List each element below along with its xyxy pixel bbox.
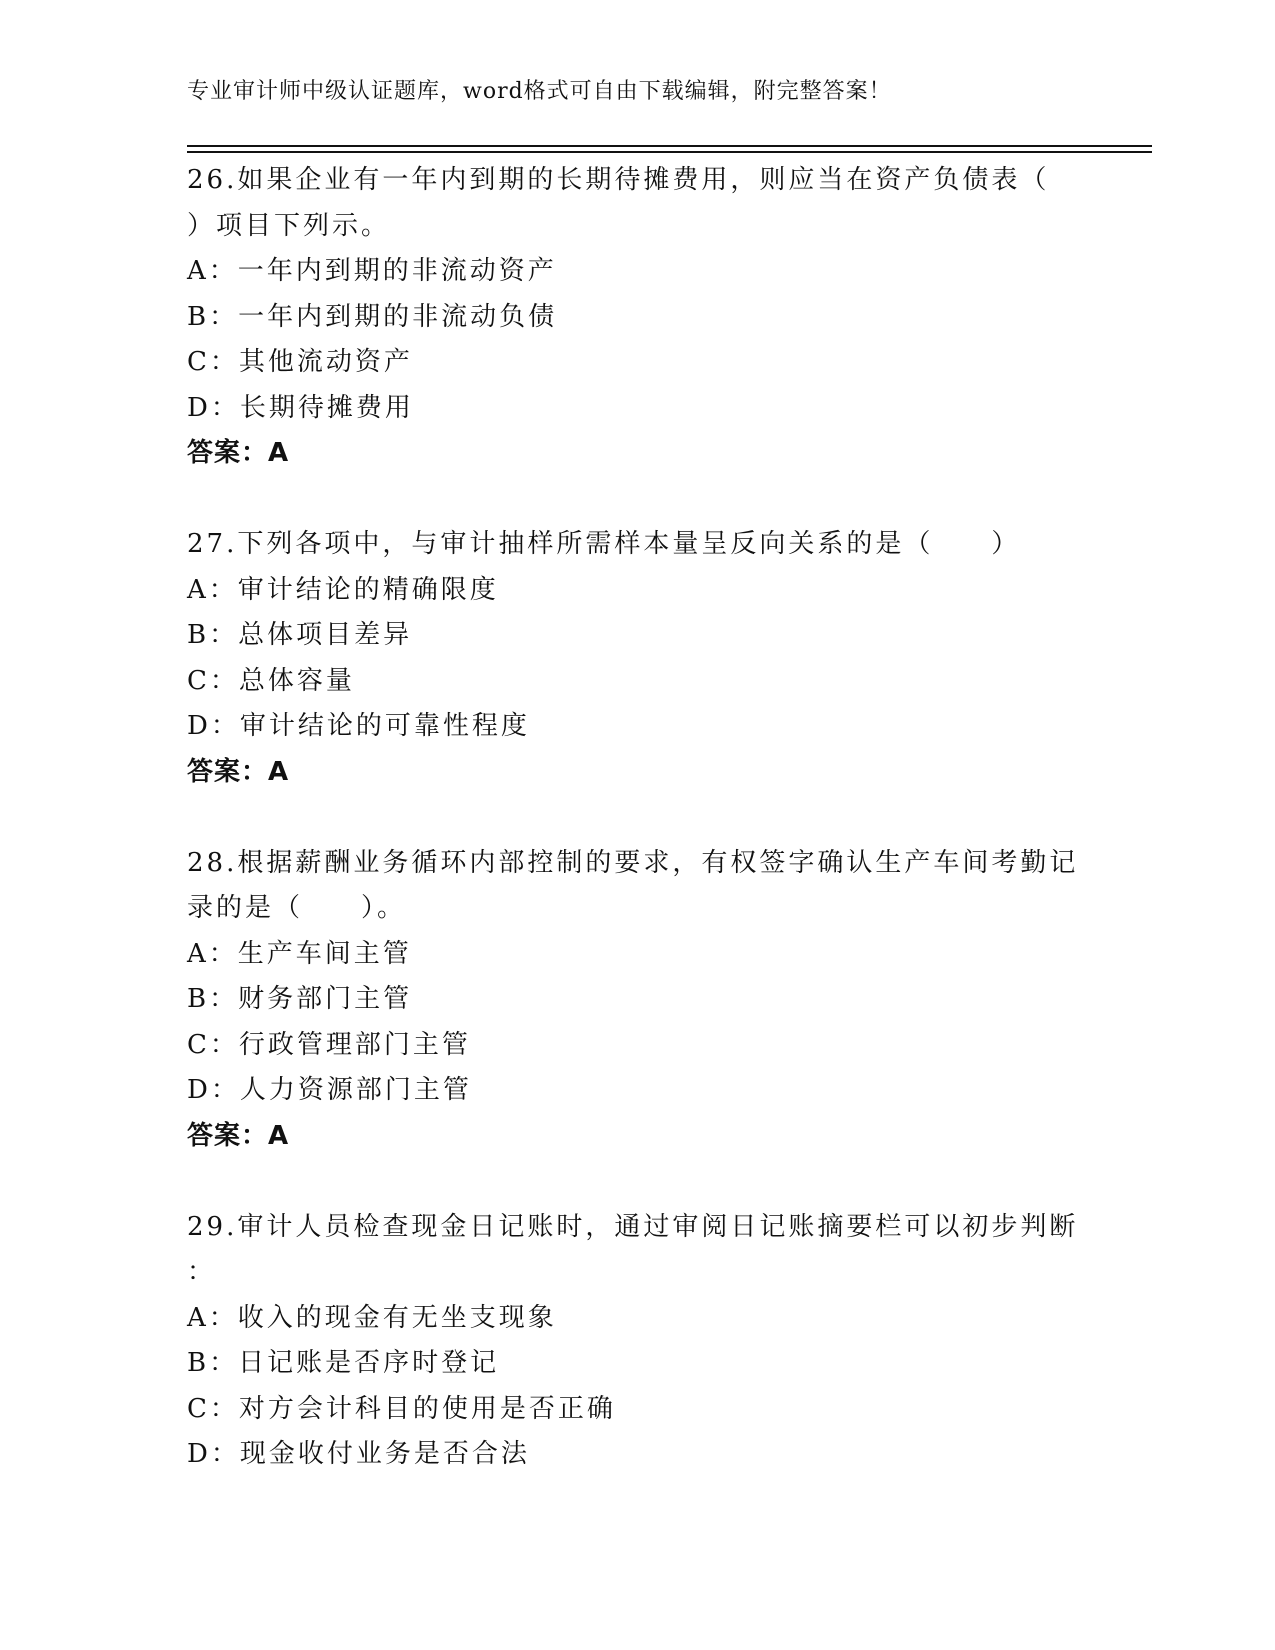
option-a: A：审计结论的精确限度 [187,574,499,605]
option-b: B：一年内到期的非流动负债 [187,301,558,332]
answer-label: 答案：A [187,1120,290,1151]
option-d: D：现金收付业务是否合法 [187,1439,530,1469]
question-text: ）项目下列示。 [187,210,391,241]
option-b: B：日记账是否序时登记 [187,1348,500,1378]
question-text: 26.如果企业有一年内到期的长期待摊费用，则应当在资产负债表（ [187,165,1050,195]
option-c: C：行政管理部门主管 [187,1029,471,1060]
question-27 [187,522,1087,795]
option-d: D：人力资源部门主管 [187,1075,472,1105]
question-26 [187,158,1087,477]
page-header: 专业审计师中级认证题库，word格式可自由下载编辑，附完整答案！ [187,79,892,104]
option-c: C：其他流动资产 [187,347,413,377]
option-c: C：对方会计科目的使用是否正确 [187,1393,616,1424]
question-29 [187,1205,1087,1478]
answer-label: 答案：A [187,756,290,787]
question-text: 录的是（ ）。 [187,893,407,923]
question-text: 28.根据薪酬业务循环内部控制的要求，有权签字确认生产车间考勤记 [187,847,1079,878]
question-list [187,158,1087,1478]
option-a: A：一年内到期的非流动资产 [187,256,557,286]
option-a: A：收入的现金有无坐支现象 [187,1302,557,1333]
option-a: A：生产车间主管 [187,938,412,969]
option-d: D：长期待摊费用 [187,392,414,423]
question-28 [187,841,1087,1160]
question-text: 29.审计人员检查现金日记账时，通过审阅日记账摘要栏可以初步判断 [187,1211,1079,1242]
option-d: D：审计结论的可靠性程度 [187,711,530,741]
option-c: C：总体容量 [187,665,355,696]
question-text: 27.下列各项中，与审计抽样所需样本量呈反向关系的是（ ） [187,529,1021,559]
answer-label: 答案：A [187,438,290,468]
option-b: B：财务部门主管 [187,984,413,1014]
header-rule-bottom [187,151,1152,153]
question-text: ： [187,1257,217,1287]
option-b: B：总体项目差异 [187,620,413,650]
header-rule-top [187,145,1152,147]
